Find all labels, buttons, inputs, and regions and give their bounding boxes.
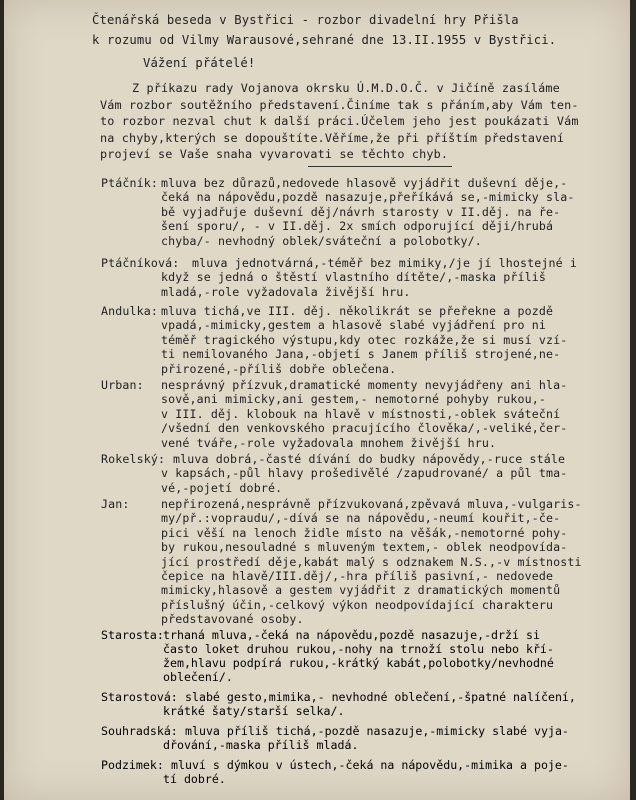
role-line: čeká na nápovědu,pozdě nasazuje,přeříkává se,-mimicky sla- <box>161 190 575 205</box>
role-line: mluva jednotvárná,-téměř bez mimiky,/je jí lhostejné i <box>192 256 578 270</box>
role-line: nepřirozená,nesprávně přízvukovaná,zpěvavá mluva,-vulgaris- <box>161 497 582 511</box>
role-line: mluva bez důrazů,nedovede hlasově vyjádřit duševní děje,- <box>161 176 568 190</box>
role-name: Podzimek: <box>101 758 164 772</box>
role-name: Andulka: <box>101 304 159 318</box>
role-line: mluva dobrá,-časté dívání do budky nápovědy,-ruce stále <box>173 452 566 466</box>
role-line: sově,ani mimicky,ani gestem,- nemotorné pohyby rukou,- <box>161 392 547 407</box>
role-name: Rokelský: <box>101 452 166 466</box>
divider-line <box>308 166 452 167</box>
role-line: v kapsách,-půl hlavy prošedivělé /zapudrované/ a půl tma- <box>161 466 568 481</box>
role-line: téměř tragického výstupu,kdy otec rozkáže,že si musí vzí- <box>161 332 568 347</box>
role-line: my/př.:vopraudu/,-dívá se na nápovědu,-neumí kouřit,-če- <box>161 511 561 526</box>
intro-line: to rozbor nezval chut k další práci.Účelem jeho jest poukázati Vám <box>100 114 579 128</box>
role-line: vené tváře,-role vyžadovala mnohem živější hru. <box>161 435 497 450</box>
role-entry-rokelsky <box>101 452 626 495</box>
role-entry-jan <box>101 497 626 627</box>
role-line: čepice na hlavě/III.děj/,-hra příliš pasivní,- nedovede <box>161 569 554 584</box>
role-line: slabé gesto,mimika,- nevhodné oblečení,-špatné nalíčení, <box>185 690 576 704</box>
role-entry-ptacnikova <box>101 256 626 299</box>
role-line: chyba/- nevhodný oblek/sváteční a polobotky/. <box>161 233 482 248</box>
role-line: mluva tichá,ve III. děj. několikrát se přeřekne a pozdě <box>161 304 554 318</box>
role-name: Jan: <box>101 497 130 511</box>
role-line: /všední den venkovského pracujícího člověka/,-veliké,čer- <box>161 421 568 436</box>
role-line: mladá,-role vyžadovala živější hru. <box>161 284 411 299</box>
role-name: Urban: <box>101 378 144 392</box>
role-entry-urban <box>101 378 626 450</box>
role-line: příslušný účin,-celkový výkon neodpovídající charakteru <box>161 597 554 612</box>
role-line: představované osoby. <box>161 612 304 627</box>
document-heading <box>92 10 602 50</box>
role-name: Starosta: <box>101 628 164 642</box>
heading-line-1: Čtenářská beseda v Bystřici - rozbor divadelní hry Přišla <box>92 13 519 27</box>
role-line: nesprávný přízvuk,dramatické momenty nevyjádřeny ani hla- <box>161 378 568 392</box>
role-name: Ptáčníková: <box>101 256 180 270</box>
intro-line: projeví se Vaše snaha vyvarovati se těchto chyb. <box>100 147 449 161</box>
intro-paragraph <box>100 80 620 163</box>
role-line: oblečení/. <box>163 670 233 684</box>
role-line: ti nemilovaného Jana,-objetí s Janem příliš strojené,ne- <box>161 347 561 362</box>
role-name: Ptáčník: <box>101 176 159 190</box>
role-line: tí dobré. <box>163 772 226 786</box>
heading-line-2: k rozumu od Vilmy Warausové,sehrané dne 13.II.1955 v Bystřici. <box>92 33 557 47</box>
document-page <box>4 0 630 800</box>
role-line: jící prostředí děje,kabát malý s odznakem N.S.,-v místnosti <box>161 554 582 569</box>
role-name: Souhradská: <box>101 724 178 738</box>
role-line: bě vyjadřuje duševní děj/návrh starosty v II.děj. na ře- <box>161 204 561 219</box>
role-line: žem,hlavu podpírá rukou,-krátký kabát,polobotky/nevhodné <box>163 656 554 670</box>
role-line: trhaná mluva,-čeká na nápovědu,pozdě nasazuje,-drží si <box>163 628 540 642</box>
role-line: přirozené,-příliš dobře oblečena. <box>161 361 397 376</box>
role-line: když se jedná o štěstí vlastního dítěte/,-maska příliš <box>161 270 547 285</box>
role-line: pici věší na lenoch židle místo na věšák,-nemotorné pohy- <box>161 525 568 540</box>
role-entry-andulka <box>101 304 626 376</box>
role-entry-ptacnik <box>101 176 626 248</box>
role-line: vé,-pojetí dobré. <box>161 480 283 495</box>
role-line: dřování,-maska příliš mladá. <box>163 738 359 752</box>
role-line: mluví s dýmkou v ústech,-čeká na nápovědu,-mimika a poje- <box>171 758 569 772</box>
role-line: vpadá,-mimicky,gestem a hlasově slabé vyjádření pro ni <box>161 318 547 333</box>
role-line: mluva příliš tichá,-pozdě nasazuje,-mimicky slabé vyja- <box>185 724 569 738</box>
role-line: v III. děj. klobouk na hlavě v místnosti,-oblek sváteční <box>161 406 561 421</box>
greeting: Vážení přátelé! <box>143 56 256 70</box>
role-line: šení sporu/, - v II.děj. 2x smích odporující ději/hrubá <box>161 219 554 234</box>
role-line: často loket druhou rukou,-nohy na trnoží stolu nebo kří- <box>163 642 554 656</box>
role-name: Starostová: <box>101 690 178 704</box>
intro-line: Vám rozbor soutěžního představení.Činíme tak s přáním,aby Vám ten- <box>100 97 579 112</box>
role-line: krátké šaty/starší selka/. <box>163 704 345 718</box>
intro-line: Z příkazu rady Vojanova okrsku Ú.M.D.O.Č. v Jičíně zasíláme <box>132 81 560 95</box>
role-line: by rukou,nesouladné s mluveným textem,- oblek neodpovída- <box>161 540 568 555</box>
role-line: mimicky,hlasově a gestem vyjádřit z dramatických momentů <box>161 583 561 598</box>
intro-line: na chyby,kterých se dopouštíte.Věříme,že při příštím představení <box>100 130 565 145</box>
